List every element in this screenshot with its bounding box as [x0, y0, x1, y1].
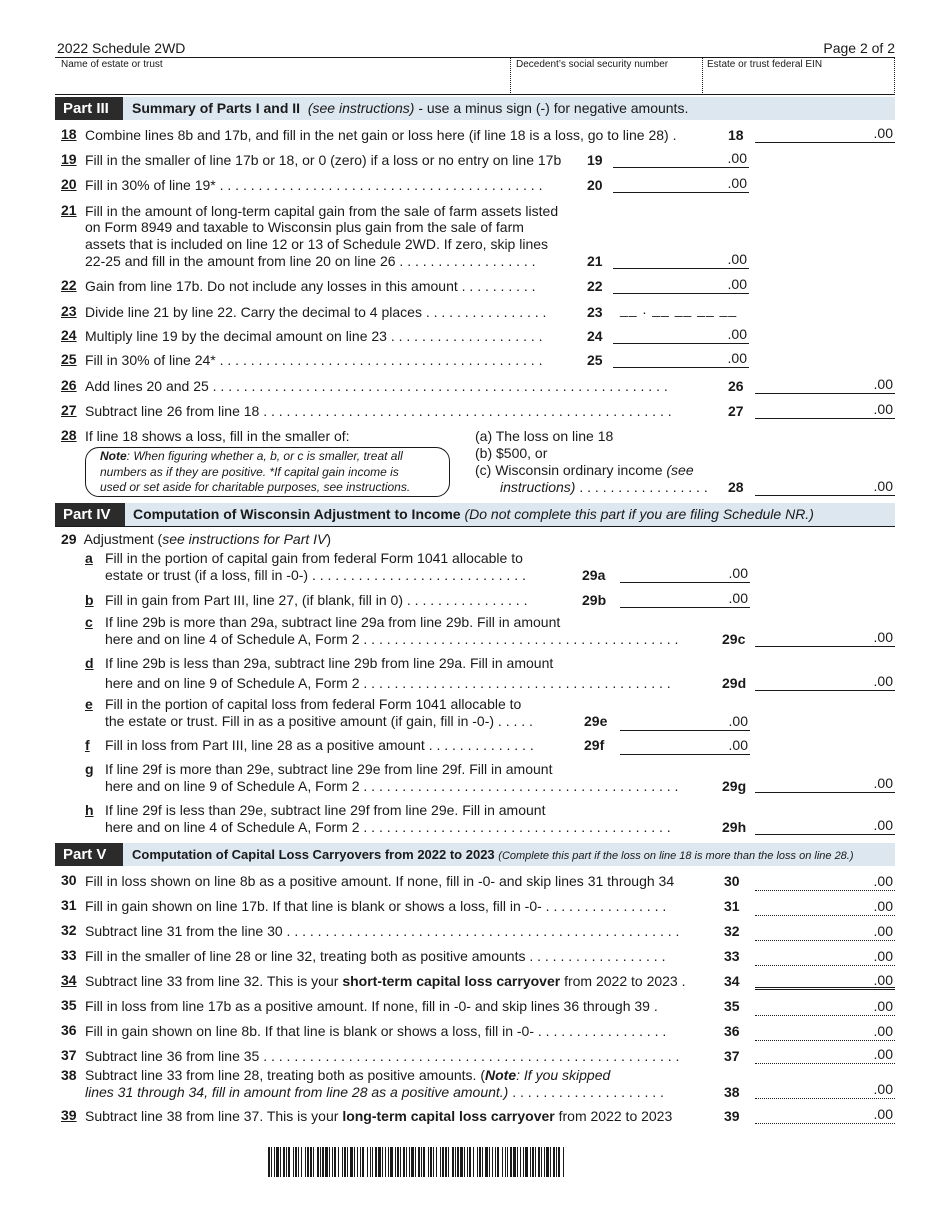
line-25-text: Fill in 30% of line 24* . . . . . . . . . . . . . . . . . . . . . . . . . . . . . . . . . . . . . . . . . . [85, 352, 543, 368]
barcode-bar [436, 1147, 437, 1177]
line-29g-text-2: here and on line 9 of Schedule A, Form 2 . . . . . . . . . . . . . . . . . . . . . . . . . . . . . . . . . . . . . . . . . [105, 778, 679, 794]
barcode-bar [513, 1147, 516, 1177]
barcode-bar [415, 1147, 416, 1177]
barcode-bar [482, 1147, 483, 1177]
part4-underline [55, 526, 895, 527]
line-21-number: 21 [61, 202, 77, 218]
line-21-ref: 21 [587, 253, 603, 269]
line-27-number: 27 [61, 402, 77, 418]
part3-title: Summary of Parts I and II (see instructions) - use a minus sign (-) for negative amounts. [132, 100, 689, 116]
line-23-number: 23 [61, 303, 77, 319]
barcode-bar [344, 1147, 346, 1177]
barcode-bar [473, 1147, 474, 1177]
line-32-number: 32 [61, 922, 77, 938]
line-39-text: Subtract line 38 from line 37. This is your long-term capital loss carryover from 2022 to 2023 [85, 1108, 673, 1124]
line-29d-text-1: If line 29b is less than 29a, subtract line 29b from line 29a. Fill in amount [105, 655, 554, 671]
line-29h-text-2: here and on line 4 of Schedule A, Form 2 . . . . . . . . . . . . . . . . . . . . . . . . . . . . . . . . . . . . . . . . [105, 819, 671, 835]
barcode-bar [418, 1147, 420, 1177]
line-28-option-b: (b) $500, or [475, 445, 548, 461]
line-29d-ref: 29d [722, 675, 747, 691]
barcode-bar [375, 1147, 377, 1177]
barcode-bar [556, 1147, 557, 1177]
barcode-bar [372, 1147, 373, 1177]
line-36-number: 36 [61, 1022, 77, 1038]
barcode-bar [313, 1147, 314, 1177]
line-37-text: Subtract line 36 from line 35 . . . . . . . . . . . . . . . . . . . . . . . . . . . . . . . . . . . . . . . . . . . . . . . . . . . . . . [85, 1048, 680, 1064]
line-21-text-4: 22-25 and fill in the amount from line 20 on line 26 . . . . . . . . . . . . . . . . . . [85, 253, 536, 269]
line-25-number: 25 [61, 351, 77, 367]
line-20-number: 20 [61, 176, 77, 192]
barcode-bar [400, 1147, 401, 1177]
line-18-ref: 18 [728, 127, 744, 143]
line-30-number: 30 [61, 872, 77, 888]
line-28-note-text: Note: When figuring whether a, b, or c is smaller, treat all numbers as if they are positive. *If capital gain income is used or set aside for charitable purposes, see instructions. [100, 449, 411, 494]
barcode-bar [497, 1147, 499, 1177]
line-29a-text-2: estate or trust (if a loss, fill in -0-) . . . . . . . . . . . . . . . . . . . . . . . . . . . . [105, 567, 526, 583]
line-20-ref: 20 [587, 177, 603, 193]
line-33-number: 33 [61, 947, 77, 963]
line-29h-text-1: If line 29f is less than 29e, subtract line 29f from line 29e. Fill in amount [105, 802, 546, 818]
line-29a-text-1: Fill in the portion of capital gain from federal Form 1041 allocable to [105, 550, 523, 566]
barcode-bar [448, 1147, 449, 1177]
line-29h-amount[interactable]: .00 [755, 817, 895, 835]
line-38-text-1: Subtract line 33 from line 28, treating both as positive amounts. (Note: If you skipped [85, 1067, 611, 1083]
line-29a-amount[interactable]: .00 [620, 565, 750, 583]
line-28-amount[interactable]: .00 [755, 478, 895, 496]
barcode-bar [541, 1147, 542, 1177]
line-21-text-2: on Form 8949 and taxable to Wisconsin plus gain from the sale of farm [85, 219, 524, 235]
barcode-bar [382, 1147, 383, 1177]
line-38-number: 38 [61, 1067, 77, 1083]
line-28-option-a: (a) The loss on line 18 [475, 428, 614, 444]
barcode-bar [510, 1147, 512, 1177]
line-30-ref: 30 [724, 873, 740, 889]
line-29b-letter: b [85, 592, 94, 608]
line-37-ref: 37 [724, 1048, 740, 1064]
barcode-bar [517, 1147, 518, 1177]
part4-label: Part IV [55, 503, 125, 526]
barcode-bar [428, 1147, 429, 1177]
line-29b-ref: 29b [582, 592, 607, 608]
barcode-bar [295, 1147, 297, 1177]
line-29f-text: Fill in loss from Part III, line 28 as a positive amount . . . . . . . . . . . . . . [105, 737, 534, 753]
line-31-ref: 31 [724, 898, 740, 914]
barcode-bar [544, 1147, 545, 1177]
line-19-number: 19 [61, 151, 77, 167]
ssn-field[interactable]: Decedent’s social security number [516, 59, 669, 70]
line-33-text: Fill in the smaller of line 28 or line 32, treating both as positive amounts . . . . . . . . . . . . . . . . . . [85, 948, 666, 964]
barcode-bar [505, 1147, 506, 1177]
line-34-number: 34 [61, 972, 77, 988]
estate-name-field[interactable]: Name of estate or trust [61, 59, 163, 70]
barcode-bar [310, 1147, 312, 1177]
line-24-text: Multiply line 19 by the decimal amount on line 23 . . . . . . . . . . . . . . . . . . . . [85, 328, 543, 344]
line-20-amount[interactable]: .00 [613, 175, 749, 193]
barcode-bar [546, 1147, 549, 1177]
line-26-text: Add lines 20 and 25 . . . . . . . . . . . . . . . . . . . . . . . . . . . . . . . . . . . . . . . . . . . . . . . . . . . . . . . . . . . [85, 378, 668, 394]
line-29e-amount[interactable]: .00 [620, 713, 750, 731]
barcode-bar [395, 1147, 396, 1177]
line-33-amount[interactable]: .00 [755, 948, 895, 966]
line-29c-text-1: If line 29b is more than 29a, subtract line 29a from line 29b. Fill in amount [105, 614, 561, 630]
line-29g-ref: 29g [722, 778, 747, 794]
line-21-amount[interactable]: .00 [613, 251, 749, 269]
line-19-text: Fill in the smaller of line 17b or 18, or 0 (zero) if a loss or no entry on line 17b [85, 152, 562, 168]
barcode-bar [421, 1147, 422, 1177]
line-37-number: 37 [61, 1047, 77, 1063]
barcode-bar [442, 1147, 444, 1177]
line-18-number: 18 [61, 126, 77, 142]
part4-title: Computation of Wisconsin Adjustment to Income (Do not complete this part if you are filing Schedule NR.) [133, 506, 814, 522]
barcode-bar [320, 1147, 321, 1177]
line-31-text: Fill in gain shown on line 17b. If that line is blank or shows a loss, fill in -0- . . . . . . . . . . . . . . . . [85, 898, 667, 914]
barcode-bar [532, 1147, 534, 1177]
line-32-text: Subtract line 31 from the line 30 . . . . . . . . . . . . . . . . . . . . . . . . . . . . . . . . . . . . . . . . . . . . . . . . . . . [85, 923, 680, 939]
barcode-bar [342, 1147, 343, 1177]
barcode-bar [338, 1147, 339, 1177]
line-22-number: 22 [61, 277, 77, 293]
line-35-number: 35 [61, 997, 77, 1013]
barcode-bar [362, 1147, 364, 1177]
barcode-bar [489, 1147, 490, 1177]
line-34-amount[interactable]: .00 [755, 972, 895, 990]
line-29f-letter: f [85, 737, 90, 753]
line-39-number: 39 [61, 1107, 77, 1123]
barcode-bar [347, 1147, 348, 1177]
barcode-bar [367, 1147, 368, 1177]
barcode-bar [271, 1147, 272, 1177]
line-37-amount[interactable]: .00 [755, 1046, 895, 1064]
barcode-bar [360, 1147, 361, 1177]
line-29e-ref: 29e [584, 713, 608, 729]
line-32-amount[interactable]: .00 [755, 923, 895, 941]
line-22-amount[interactable]: .00 [613, 276, 749, 294]
barcode-bar [550, 1147, 551, 1177]
barcode-bar [288, 1147, 290, 1177]
line-28-option-c-cont: instructions) . . . . . . . . . . . . . . . . . [500, 479, 708, 495]
line-29f-ref: 29f [584, 737, 605, 753]
line-23-text: Divide line 21 by line 22. Carry the decimal to 4 places . . . . . . . . . . . . . . . . [85, 304, 547, 320]
barcode-bar [525, 1147, 528, 1177]
line-29d-amount[interactable]: .00 [755, 673, 895, 691]
barcode-bar [460, 1147, 463, 1177]
line-29g-text-1: If line 29f is more than 29e, subtract line 29e from line 29f. Fill in amount [105, 761, 553, 777]
line-30-text: Fill in loss shown on line 8b as a positive amount. If none, fill in -0- and skip lines 31 through 34 [85, 873, 675, 889]
line-27-text: Subtract line 26 from line 18 . . . . . . . . . . . . . . . . . . . . . . . . . . . . . . . . . . . . . . . . . . . . . . . . . . . . . [85, 403, 672, 419]
barcode-bar [492, 1147, 493, 1177]
line-28-ref: 28 [728, 479, 744, 495]
line-39-amount[interactable]: .00 [755, 1106, 895, 1124]
line-25-ref: 25 [587, 352, 603, 368]
line-24-amount[interactable]: .00 [613, 326, 749, 344]
barcode-bar [452, 1147, 454, 1177]
barcode-bar [317, 1147, 319, 1177]
barcode-bar [495, 1147, 496, 1177]
line-24-ref: 24 [587, 328, 603, 344]
barcode-bar [523, 1147, 524, 1177]
part3-label: Part III [55, 97, 123, 120]
line-21-text-1: Fill in the amount of long-term capital gain from the sale of farm assets listed [85, 203, 559, 219]
barcode-bar [378, 1147, 381, 1177]
line-31-number: 31 [61, 897, 77, 913]
barcode-bar [354, 1147, 355, 1177]
line-23-decimal-field[interactable]: __ . __ __ __ __ [620, 301, 738, 317]
line-38-amount[interactable]: .00 [755, 1081, 895, 1099]
barcode-bar [385, 1147, 386, 1177]
barcode-bar [276, 1147, 279, 1177]
barcode-bar [563, 1147, 564, 1177]
line-22-text: Gain from line 17b. Do not include any losses in this amount . . . . . . . . . . [85, 278, 536, 294]
barcode-bar [535, 1147, 536, 1177]
barcode-bar [502, 1147, 503, 1177]
barcode-bar [411, 1147, 414, 1177]
line-29d-letter: d [85, 655, 94, 671]
barcode-bar [507, 1147, 508, 1177]
barcode-bar [440, 1147, 441, 1177]
line-21-text-3: assets that is included on line 12 or 13 of Schedule 2WD. If zero, skip lines [85, 236, 549, 252]
barcode-bar [388, 1147, 389, 1177]
barcode-bar [430, 1147, 432, 1177]
line-32-ref: 32 [724, 923, 740, 939]
barcode-bar [457, 1147, 459, 1177]
barcode-bar [305, 1147, 306, 1177]
line-26-number: 26 [61, 377, 77, 393]
line-29-text: 29 Adjustment (see instructions for Part IV) [61, 531, 332, 547]
barcode-bar [467, 1147, 468, 1177]
barcode-bar [485, 1147, 488, 1177]
line-28-number: 28 [61, 427, 77, 443]
line-33-ref: 33 [724, 948, 740, 964]
line-19-ref: 19 [587, 152, 603, 168]
barcode-bar [390, 1147, 393, 1177]
barcode-bar [477, 1147, 478, 1177]
line-29b-amount[interactable]: .00 [620, 590, 750, 608]
barcode-bar [530, 1147, 531, 1177]
line-29e-text-2: the estate or trust. Fill in as a positive amount (if gain, fill in -0-) . . . . . [105, 713, 533, 729]
line-23-ref: 23 [587, 304, 603, 320]
part5-title: Computation of Capital Loss Carryovers from 2022 to 2023 (Complete this part if the loss on line 18 is more than the loss on line 28.) [132, 847, 854, 862]
barcode-bar [357, 1147, 358, 1177]
barcode-bar [274, 1147, 275, 1177]
line-26-amount[interactable]: .00 [755, 376, 895, 394]
barcode-bar [301, 1147, 302, 1177]
barcode-bar [325, 1147, 328, 1177]
line-30-amount[interactable]: .00 [755, 873, 895, 891]
line-38-text-2: lines 31 through 34, fill in amount from line 28 as a positive amount.) . . . . . . . . . . . . . . . . . . . . [85, 1084, 664, 1100]
line-31-amount[interactable]: .00 [755, 898, 895, 916]
line-36-ref: 36 [724, 1023, 740, 1039]
barcode-bar [370, 1147, 371, 1177]
line-26-ref: 26 [728, 378, 744, 394]
barcode-bar [558, 1147, 560, 1177]
line-34-ref: 34 [724, 973, 740, 989]
barcode-bar [423, 1147, 425, 1177]
barcode-bar [469, 1147, 471, 1177]
line-19-amount[interactable]: .00 [613, 150, 749, 168]
line-29e-letter: e [85, 696, 93, 712]
barcode-bar [520, 1147, 521, 1177]
page-number: Page 2 of 2 [823, 40, 895, 56]
line-29h-ref: 29h [722, 819, 747, 835]
line-38-ref: 38 [724, 1084, 740, 1100]
line-20-text: Fill in 30% of line 19* . . . . . . . . . . . . . . . . . . . . . . . . . . . . . . . . . . . . . . . . . . [85, 177, 543, 193]
line-27-ref: 27 [728, 403, 744, 419]
line-36-text: Fill in gain shown on line 8b. If that line is blank or shows a loss, fill in -0- . . . . . . . . . . . . . . . . . [85, 1023, 667, 1039]
line-29c-letter: c [85, 614, 93, 630]
barcode-bar [538, 1147, 540, 1177]
barcode-bar [433, 1147, 434, 1177]
ein-field[interactable]: Estate or trust federal EIN [707, 59, 823, 70]
line-24-number: 24 [61, 327, 77, 343]
line-36-amount[interactable]: .00 [755, 1023, 895, 1041]
line-29c-text-2: here and on line 4 of Schedule A, Form 2 . . . . . . . . . . . . . . . . . . . . . . . . . . . . . . . . . . . . . . . . . [105, 631, 679, 647]
barcode-bar [298, 1147, 299, 1177]
line-18-amount[interactable]: .00 [755, 125, 895, 143]
line-35-text: Fill in loss from line 17b as a positive amount. If none, fill in -0- and skip lines 36 through 39 . [85, 998, 658, 1014]
line-29g-amount[interactable]: .00 [755, 775, 895, 793]
barcode-bar [455, 1147, 456, 1177]
line-18-text: Combine lines 8b and 17b, and fill in the net gain or loss here (if line 18 is a loss, go to line 28) . [85, 127, 677, 143]
line-35-amount[interactable]: .00 [755, 998, 895, 1016]
barcode-bar [409, 1147, 410, 1177]
id-divider-1 [510, 57, 511, 95]
line-29d-text-2: here and on line 9 of Schedule A, Form 2 . . . . . . . . . . . . . . . . . . . . . . . . . . . . . . . . . . . . . . . . [105, 675, 671, 691]
line-28-text: If line 18 shows a loss, fill in the smaller of: [85, 428, 350, 444]
line-29b-text: Fill in gain from Part III, line 27, (if blank, fill in 0) . . . . . . . . . . . . . . . . [105, 592, 528, 608]
line-29c-amount[interactable]: .00 [755, 629, 895, 647]
id-divider-2 [702, 57, 703, 95]
barcode-bar [334, 1147, 336, 1177]
line-29h-letter: h [85, 802, 94, 818]
part5-label: Part V [55, 843, 123, 866]
barcode-bar [307, 1147, 309, 1177]
line-35-ref: 35 [724, 998, 740, 1014]
line-29a-ref: 29a [582, 567, 606, 583]
barcode-bar [406, 1147, 407, 1177]
barcode-bar [286, 1147, 287, 1177]
barcode-bar [403, 1147, 405, 1177]
line-29f-amount[interactable]: .00 [620, 737, 750, 755]
line-22-ref: 22 [587, 278, 603, 294]
line-25-amount[interactable]: .00 [613, 350, 749, 368]
barcode-bar [553, 1147, 555, 1177]
line-28-option-c: (c) Wisconsin ordinary income (see [475, 462, 694, 478]
barcode-bar [332, 1147, 333, 1177]
barcode-bar [445, 1147, 447, 1177]
form-title: 2022 Schedule 2WD [57, 40, 186, 56]
barcode-bar [397, 1147, 399, 1177]
barcode-icon [268, 1147, 564, 1177]
line-29e-text-1: Fill in the portion of capital loss from federal Form 1041 allocable to [105, 696, 522, 712]
line-39-ref: 39 [724, 1108, 740, 1124]
line-34-text: Subtract line 33 from line 32. This is your short-term capital loss carryover from 2022 to 2023 . [85, 973, 686, 989]
barcode-bar [464, 1147, 465, 1177]
barcode-bar [283, 1147, 285, 1177]
barcode-bar [268, 1147, 270, 1177]
line-29g-letter: g [85, 761, 94, 777]
barcode-bar [293, 1147, 294, 1177]
barcode-bar [350, 1147, 353, 1177]
line-29a-letter: a [85, 550, 93, 566]
line-27-amount[interactable]: .00 [755, 401, 895, 419]
barcode-bar [280, 1147, 281, 1177]
barcode-bar [479, 1147, 481, 1177]
barcode-bar [329, 1147, 330, 1177]
line-29c-ref: 29c [722, 631, 746, 647]
id-divider-3 [894, 57, 895, 95]
barcode-bar [322, 1147, 324, 1177]
